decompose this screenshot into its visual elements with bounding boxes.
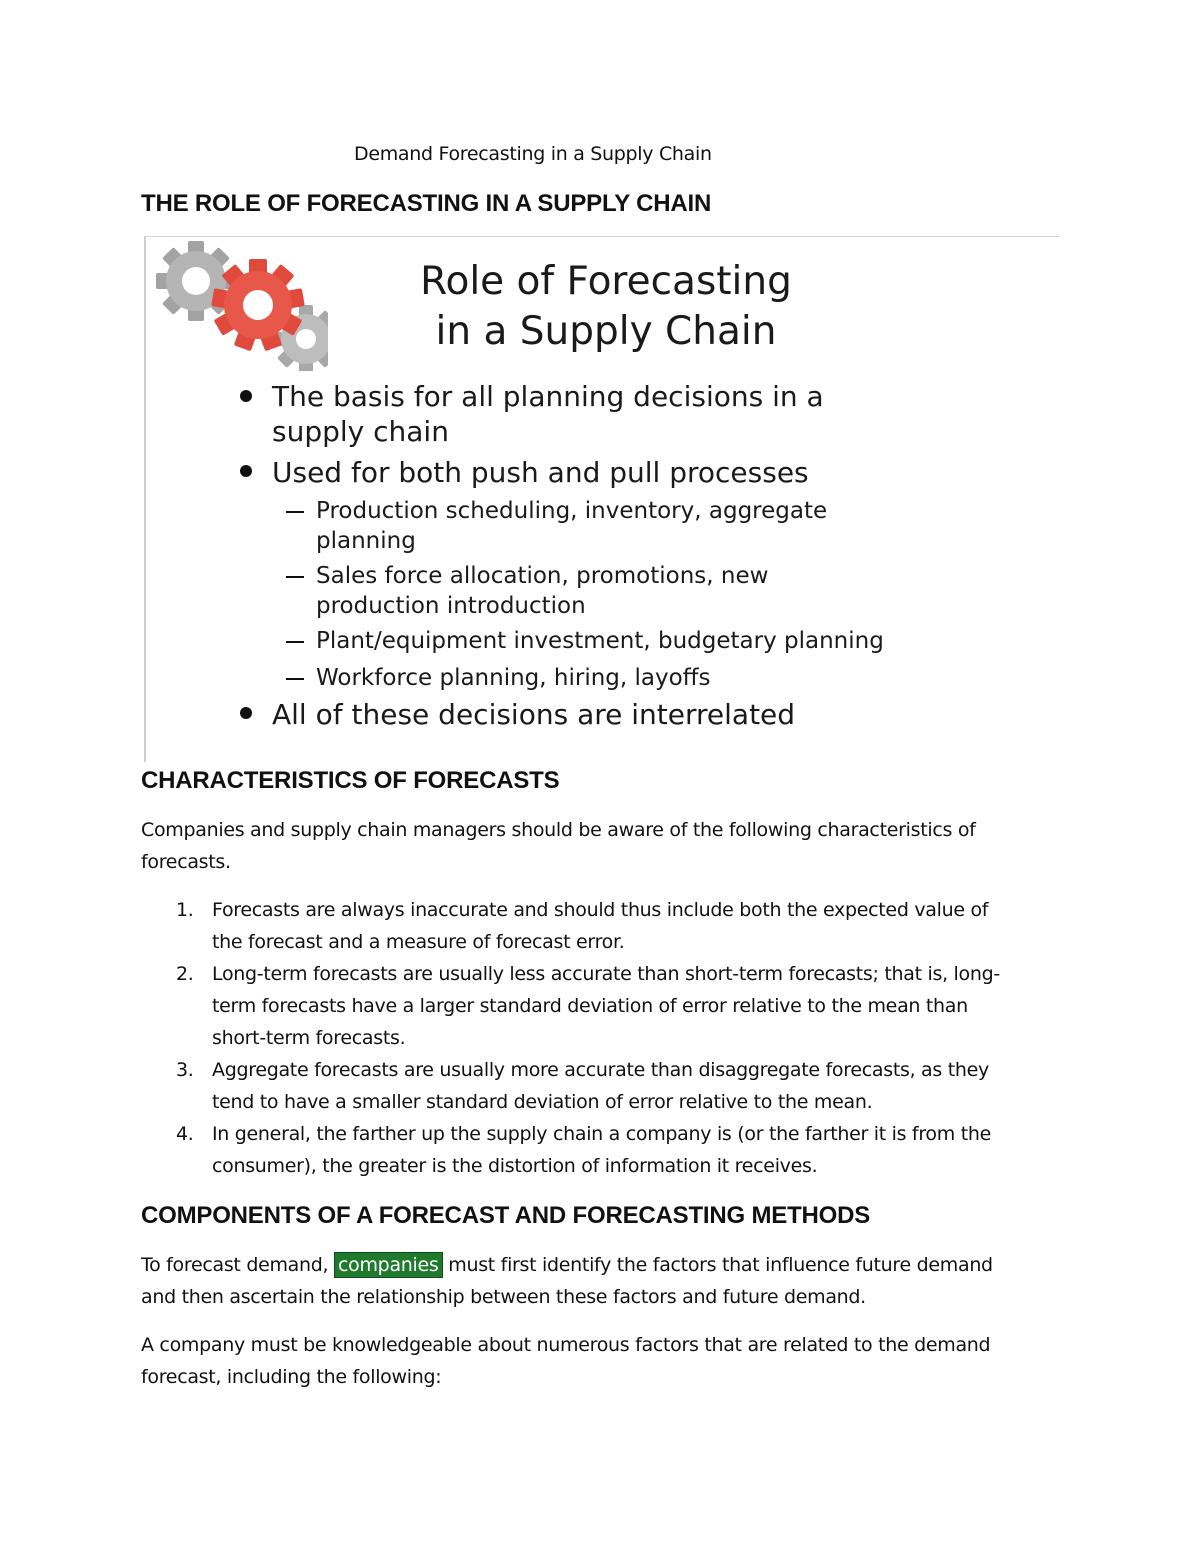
slide-bullet-1-line2: supply chain xyxy=(272,415,449,448)
list-item xyxy=(141,1118,1071,1182)
slide-sub-1-line2: planning xyxy=(316,528,416,554)
gears-icon xyxy=(148,239,328,371)
components-paragraph-1 xyxy=(141,1249,1071,1313)
slide-sub-4: Workforce planning, hiring, layoffs xyxy=(316,665,711,691)
section-heading-components: COMPONENTS OF A FORECAST AND FORECASTING METHODS xyxy=(141,1202,871,1229)
list-number: 3. xyxy=(176,1059,194,1081)
slide-title-line1: Role of Forecasting xyxy=(420,259,792,304)
paragraph-line: and then ascertain the relationship between these factors and future demand. xyxy=(141,1286,866,1308)
list-item-line: consumer), the greater is the distortion of information it receives. xyxy=(212,1155,818,1177)
list-number: 1. xyxy=(176,899,194,921)
list-item-line: Forecasts are always inaccurate and should thus include both the expected value of xyxy=(212,899,989,921)
intro-line-2: forecasts. xyxy=(141,851,231,873)
slide-sub-1-line1: Production scheduling, inventory, aggregate xyxy=(316,498,828,524)
slide-title-line2: in a Supply Chain xyxy=(435,309,777,354)
sub-bullet-dash xyxy=(286,576,304,578)
list-number: 2. xyxy=(176,963,194,985)
slide-bullet-2: Used for both push and pull processes xyxy=(272,456,809,489)
paragraph-line: forecast, including the following: xyxy=(141,1366,442,1388)
highlighted-word: companies xyxy=(334,1252,443,1278)
slide-bullet-3: All of these decisions are interrelated xyxy=(272,698,796,731)
section-heading-characteristics: CHARACTERISTICS OF FORECASTS xyxy=(141,767,560,794)
p1-after: must first identify the factors that influence future demand xyxy=(442,1254,993,1276)
paragraph-line: A company must be knowledgeable about numerous factors that are related to the demand xyxy=(141,1334,991,1356)
bullet-dot xyxy=(240,465,252,477)
paragraph-line xyxy=(141,1249,1071,1281)
list-item-line: term forecasts have a larger standard deviation of error relative to the mean than xyxy=(212,995,968,1017)
slide-image xyxy=(144,236,1060,762)
components-paragraph-2 xyxy=(141,1329,1071,1393)
list-item xyxy=(141,894,1071,958)
sub-bullet-dash xyxy=(286,678,304,680)
list-item-line: Aggregate forecasts are usually more accurate than disaggregate forecasts, as they xyxy=(212,1059,989,1081)
slide-sub-2-line1: Sales force allocation, promotions, new xyxy=(316,563,769,589)
p1-before: To forecast demand, xyxy=(141,1254,334,1276)
characteristics-intro xyxy=(141,814,1071,878)
list-item-line: In general, the farther up the supply chain a company is (or the farther it is from the xyxy=(212,1123,991,1145)
characteristics-list xyxy=(141,894,1071,1182)
list-item-line: Long-term forecasts are usually less accurate than short-term forecasts; that is, long- xyxy=(212,963,1000,985)
bullet-dot xyxy=(240,707,252,719)
slide-title xyxy=(346,257,866,357)
list-item-line: short-term forecasts. xyxy=(212,1027,406,1049)
list-item-line: the forecast and a measure of forecast error. xyxy=(212,931,625,953)
list-item-line: tend to have a smaller standard deviation of error relative to the mean. xyxy=(212,1091,873,1113)
page-title: Demand Forecasting in a Supply Chain xyxy=(354,143,712,165)
list-item xyxy=(141,1054,1071,1118)
slide-sub-2-line2: production introduction xyxy=(316,593,586,619)
list-item xyxy=(141,958,1071,1054)
intro-line-1: Companies and supply chain managers should be aware of the following characteristics of xyxy=(141,819,976,841)
bullet-dot xyxy=(240,390,252,402)
list-number: 4. xyxy=(176,1123,194,1145)
slide-bullet-1-line1: The basis for all planning decisions in a xyxy=(272,380,824,413)
sub-bullet-dash xyxy=(286,641,304,643)
section-heading-role: THE ROLE OF FORECASTING IN A SUPPLY CHAIN xyxy=(141,190,712,217)
sub-bullet-dash xyxy=(286,511,304,513)
slide-sub-3: Plant/equipment investment, budgetary planning xyxy=(316,628,884,654)
